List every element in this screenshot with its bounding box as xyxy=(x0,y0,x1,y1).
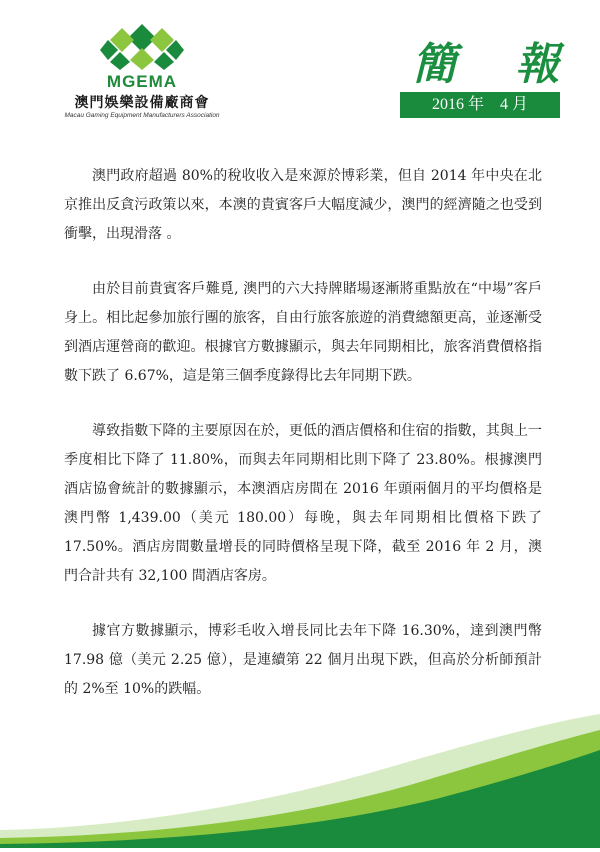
mgema-logo xyxy=(52,22,232,122)
logo-chinese-name: 澳門娛樂設備廠商會 xyxy=(74,95,210,111)
paragraph-2: 由於目前貴賓客戶難覓, 澳門的六大持牌賭場逐漸將重點放在“中場”客戶身上。相比起參加旅行團的旅客，自由行旅客旅遊的消費總額更高，並逐漸受到酒店運營商的歡迎。根據官方數據顯示，與去年同期相比，旅客消費價格指數下跌了 6.67%，這是第三個季度錄得比去年同期下跌。 xyxy=(64,281,542,384)
logo-english-name: Macau Gaming Equipment Manufacturers Association xyxy=(64,112,220,119)
paragraph-1: 澳門政府超過 80%的稅收收入是來源於博彩業，但自 2014 年中央在北京推出反貪污政策以來，本澳的貴賓客戶大幅度減少，澳門的經濟隨之也受到衝擊，出現滑落 。 xyxy=(64,168,542,242)
footer-wave-decoration xyxy=(0,710,600,848)
report-body xyxy=(64,162,542,730)
logo-abbreviation: MGEMA xyxy=(106,72,178,91)
header xyxy=(0,0,600,130)
diamond-logo-icon xyxy=(100,22,184,70)
paragraph-4: 據官方數據顯示，博彩毛收入增長同比去年下降 16.30%，達到澳門幣 17.98 億（美元 2.25 億），是連續第 22 個月出現下跌，但高於分析師預計的 2%至 10%的跌幅。 xyxy=(64,623,542,697)
paragraph-3: 導致指數下降的主要原因在於，更低的酒店價格和住宿的指數，其與上一季度相比下降了 11.80%，而與去年同期相比則下降了 23.80%。根據澳門酒店協會統計的數據顯示，本澳酒店房間在 2016 年頭兩個月的平均價格是澳門幣 1,439.00（美元 180.00）每晚，與去年同期相比價格下跌了 17.50%。酒店房間數量增長的同時價格呈現下降，截至 2016 年 2 月，澳門合計共有 32,100 間酒店客房。 xyxy=(64,423,542,584)
issue-date-bar: 2016 年 4 月 xyxy=(400,92,560,118)
page-title: 簡 報 xyxy=(412,39,582,90)
